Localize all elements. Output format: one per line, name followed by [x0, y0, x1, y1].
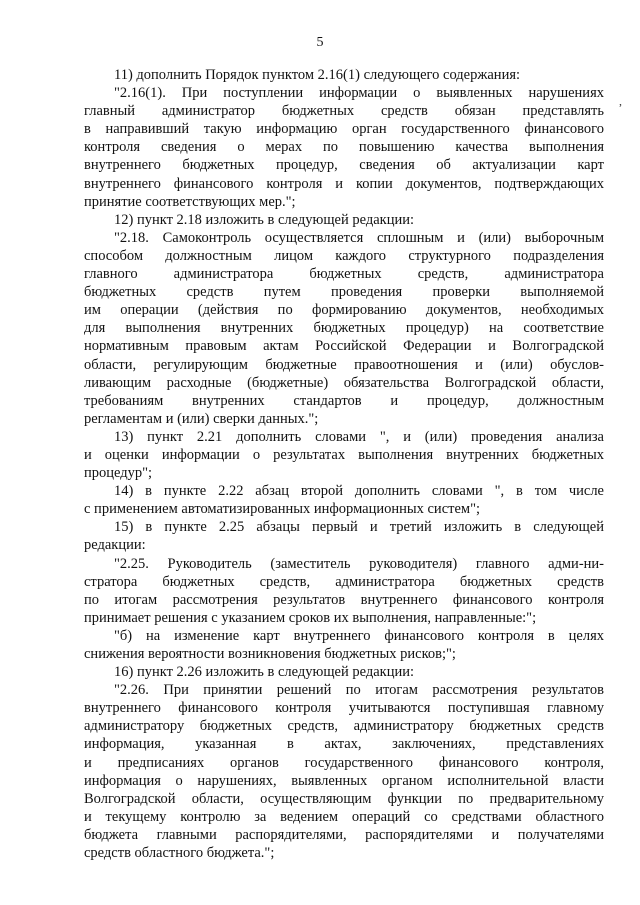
- text-line: принимает решения с указанием сроков их выполнения, направленные:";: [84, 609, 537, 626]
- margin-mark: ,: [619, 94, 622, 108]
- text-line: снижения вероятности возникновения бюджетных рисков;";: [84, 646, 456, 662]
- paragraph: [84, 229, 604, 428]
- text-line: "2.16(1). При поступлении информации о выявленных нарушениях: [114, 85, 604, 102]
- text-line: "2.26. При принятии решений по итогам рассмотрения результатов: [114, 682, 604, 699]
- paragraph: [84, 518, 604, 554]
- text-line: информация о нарушениях, выявленных органом исполнительной власти: [84, 772, 604, 789]
- paragraph: [84, 482, 604, 518]
- text-line: ливающим расходные (бюджетные) обязательства Волгоградской области,: [84, 374, 604, 391]
- paragraph: [84, 663, 604, 681]
- paragraph: [84, 681, 604, 862]
- text-line: контроля сведения о мерах по повышению качества выполнения: [84, 139, 604, 156]
- text-line: стратора бюджетных средств, администратора бюджетных средств: [84, 573, 604, 590]
- text-line: и предписаниях органов государственного финансового контроля,: [84, 754, 604, 771]
- text-line: требованиям внутренних стандартов и процедур, должностным: [84, 392, 604, 409]
- text-line: для выполнения внутренних бюджетных процедур) на соответствие: [84, 320, 604, 337]
- text-line: редакции:: [84, 537, 146, 554]
- text-line: "2.25. Руководитель (заместитель руководителя) главного адми-ни-: [114, 555, 604, 572]
- text-line: средств областного бюджета.";: [84, 845, 275, 862]
- text-line: Волгоградской области, осуществляющим функции по предварительному: [84, 790, 604, 807]
- text-line: "2.18. Самоконтроль осуществляется сплошным и (или) выборочным: [114, 229, 604, 246]
- text-line: регламентам и (или) сверки данных.";: [84, 410, 319, 427]
- text-line: внутреннего финансового контроля учитываются поступившая главному: [84, 700, 604, 717]
- text-line: в направивший такую информацию орган государственного финансового: [84, 121, 604, 138]
- text-line: процедур";: [84, 465, 153, 482]
- text-line: нормативным правовым актам Российской Федерации и Волгоградской: [84, 338, 604, 355]
- text-line: 11) дополнить Порядок пунктом 2.16(1) следующего содержания:: [114, 67, 521, 83]
- page-number: 5: [316, 35, 324, 50]
- paragraph: [84, 555, 604, 627]
- paragraph: [84, 84, 604, 211]
- text-line: принятие соответствующих мер.";: [84, 193, 296, 210]
- text-line: администратору бюджетных средств, администратору бюджетных средств: [84, 718, 604, 735]
- paragraph: [84, 66, 604, 84]
- text-line: 12) пункт 2.18 изложить в следующей редакции:: [114, 211, 414, 228]
- text-line: бюджета главными распорядителями, распорядителями и получателями: [84, 826, 604, 843]
- text-line: бюджетных средств путем проведения проверки выполняемой: [84, 284, 604, 301]
- text-line: с применением автоматизированных информационных систем";: [84, 501, 481, 518]
- text-line: информация, указанная в актах, заключениях, представлениях: [84, 736, 604, 753]
- text-line: и оценки информации о результатах выполнения внутренних бюджетных: [84, 446, 604, 463]
- text-line: им операции (действия по формированию документов, необходимых: [84, 302, 604, 319]
- paragraph: [84, 627, 604, 663]
- paragraph: [84, 211, 604, 229]
- text-line: области, регулирующим бюджетные правоотношения и (или) обуслов-: [84, 356, 604, 373]
- text-line: по итогам рассмотрения результатов внутреннего финансового контроля: [84, 591, 604, 608]
- document-body: [84, 66, 604, 862]
- text-line: внутреннего бюджетных процедур, сведения об актуализации карт: [84, 157, 604, 174]
- text-line: главного администратора бюджетных средств, администратора: [84, 266, 604, 283]
- text-line: 15) в пункте 2.25 абзацы первый и третий изложить в следующей: [114, 519, 604, 536]
- text-line: главный администратор бюджетных средств обязан представлять: [84, 103, 604, 120]
- text-line: "б) на изменение карт внутреннего финансового контроля в целях: [114, 627, 604, 644]
- text-line: 13) пункт 2.21 дополнить словами ", и (или) проведения анализа: [114, 428, 604, 445]
- text-line: 14) в пункте 2.22 абзац второй дополнить словами ", в том числе: [114, 483, 604, 500]
- text-line: 16) пункт 2.26 изложить в следующей редакции:: [114, 664, 414, 681]
- text-line: способом должностным лицом каждого структурного подразделения: [84, 247, 604, 264]
- paragraph: [84, 428, 604, 482]
- text-line: внутреннего финансового контроля и копии документов, подтверждающих: [84, 175, 604, 192]
- text-line: и текущему контролю за ведением операций со средствами областного: [84, 808, 604, 825]
